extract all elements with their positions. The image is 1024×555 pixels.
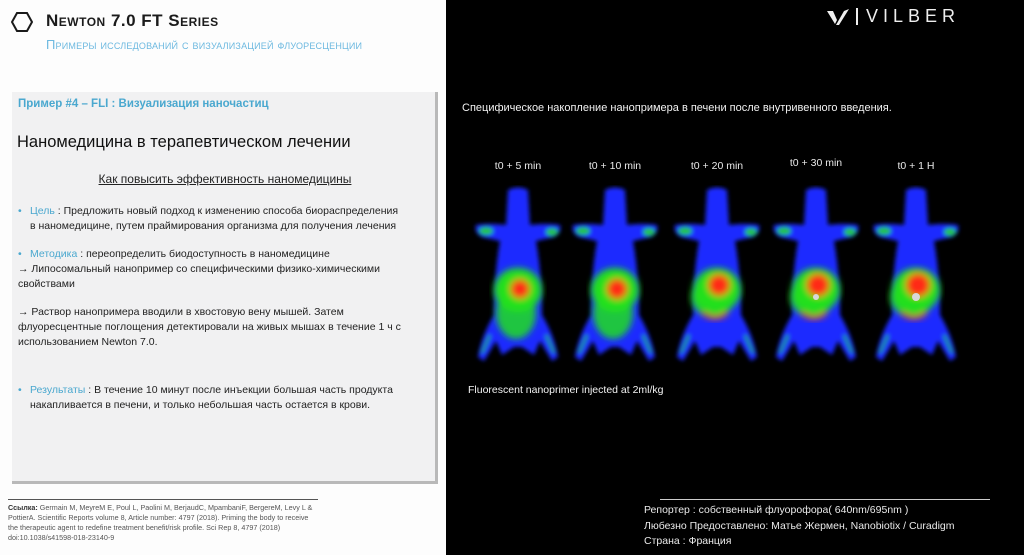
timepoint-label: t0 + 10 min xyxy=(588,160,642,172)
mouse-fluorescence-image xyxy=(565,185,665,375)
credits-divider xyxy=(660,499,990,500)
left-panel xyxy=(0,0,446,555)
vilber-v-icon xyxy=(826,8,850,26)
citation-label: Ссылка: xyxy=(8,503,38,512)
goal-text: : Предложить новый подход к изменению способа биораспределения xyxy=(54,205,399,217)
injection-caption: Fluorescent nanoprimer injected at 2ml/kg xyxy=(468,384,664,396)
example-content-box xyxy=(12,92,438,484)
citation xyxy=(8,503,320,543)
goal-text-cont: в наномедицине, путем праймирования организма для получения лечения xyxy=(30,220,397,232)
timepoint-label: t0 + 30 min xyxy=(789,157,843,169)
mouse-fluorescence-image xyxy=(866,185,966,375)
results-text-cont: накапливается в печени, и только небольшая часть остается в крови. xyxy=(30,399,371,411)
brand-subtitle: Примеры исследований с визуализацией флуоресценции xyxy=(46,37,363,52)
mouse-fluorescence-image xyxy=(766,185,866,375)
method-block xyxy=(18,247,432,292)
timepoint-label: t0 + 1 H xyxy=(897,160,935,172)
method-label: Методика xyxy=(30,248,78,260)
method-text: : переопределить биодоступность в наномедицине xyxy=(77,248,330,260)
method-arrow2-line3: использованием Newton 7.0. xyxy=(18,336,158,348)
method-procedure-block xyxy=(18,305,432,350)
results-block xyxy=(18,383,432,413)
courtesy-line: Любезно Предоставлено: Матье Жермен, Nanobiotix / Curadigm xyxy=(644,519,955,532)
mouse-fluorescence-image xyxy=(468,185,568,375)
logo-separator xyxy=(856,8,858,25)
country-line: Страна : Франция xyxy=(644,535,732,547)
subsection-title: Как повысить эффективность наномедицины xyxy=(98,172,352,186)
bullet-icon: • xyxy=(18,248,22,260)
example-heading: Пример #4 – FLI : Визуализация наночастиц xyxy=(18,98,269,110)
citation-text: Germain M, MeyreM E, Poul L, Paolini M, BerjaudC, MpambaniF, BergereM, Levy L & PottierA. Scientific Reports volume 8, Article number: 4797 (2018). Priming the body to receive the therapeutic agent to redefine treatment benefit/risk profile. Sci Rep 8, 4797 (2018) doi:10.1038/s41598-018-23140-9 xyxy=(8,503,313,542)
logo-text: VILBER xyxy=(866,6,961,26)
reporter-line: Репортер : собственный флуорофора( 640nm/695nm ) xyxy=(644,504,909,516)
brand-title: Newton 7.0 FT Series xyxy=(46,11,219,30)
goal-block xyxy=(18,204,432,234)
results-text: : В течение 10 минут после инъекции большая часть продукта xyxy=(85,384,393,396)
vilber-logo xyxy=(826,6,960,27)
method-arrow1-line1: → Липосомальный нанопример со специфическими физико-химическими xyxy=(18,263,381,275)
timepoint-label: t0 + 5 min xyxy=(494,160,542,172)
results-label: Результаты xyxy=(30,384,86,396)
method-arrow2-line1: → Раствор нанопримера вводили в хвостовую вену мышей. Затем xyxy=(18,306,344,318)
right-panel xyxy=(446,0,1024,555)
citation-divider xyxy=(8,499,318,500)
timepoint-label: t0 + 20 min xyxy=(690,160,744,172)
mouse-fluorescence-image xyxy=(667,185,767,375)
credits xyxy=(644,503,955,550)
method-arrow2-line2: флуоресцентные поглощения детектировали на живых мышах в течение 1 ч с xyxy=(18,321,401,333)
goal-label: Цель xyxy=(30,205,55,217)
figure-caption: Специфическое накопление нанопримера в печени после внутривенного введения. xyxy=(462,102,892,114)
hexagon-icon xyxy=(11,11,33,33)
section-title: Наномедицина в терапевтическом лечении xyxy=(17,133,351,151)
bullet-icon: • xyxy=(18,384,22,396)
bullet-icon: • xyxy=(18,205,22,217)
method-arrow1-line2: свойствами xyxy=(18,278,75,290)
